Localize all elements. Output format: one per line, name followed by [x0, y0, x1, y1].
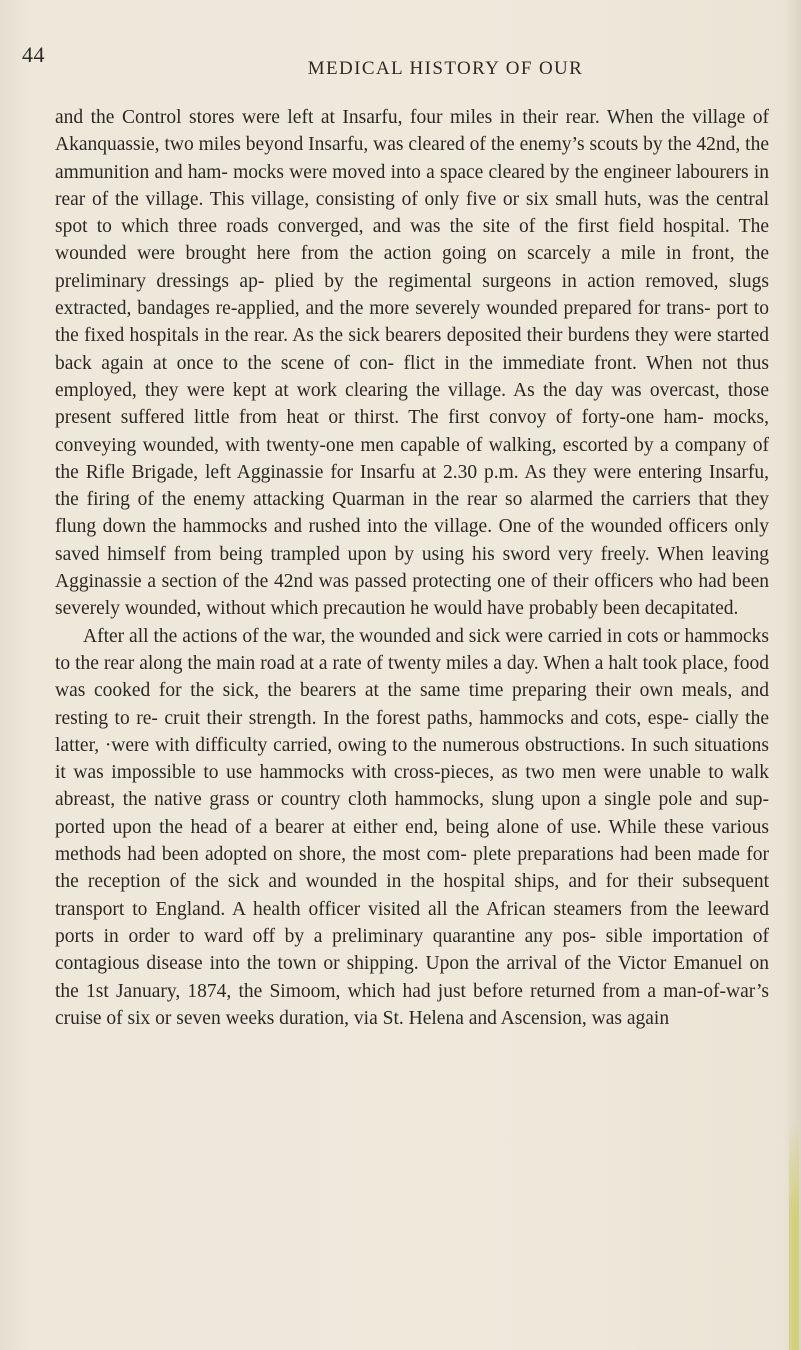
- paragraph-2: After all the actions of the war, the wounded and sick were carried in cots or hammocks to the rear along the main road at a rate of twenty miles a day. When a halt took place, food was cooked for the sick, the bearers at the same time preparing their own meals, and resting to re- cruit their strength. In the forest paths, hammocks and cots, espe- cially the latter, ·were with difficulty carried, owing to the numerous obstructions. In such situations it was impossible to use hammocks with cross-pieces, as two men were unable to walk abreast, the native grass or country cloth hammocks, slung upon a single pole and sup- ported upon the head of a bearer at either end, being alone of use. While these various methods had been adopted on shore, the most com- plete preparations had been made for the reception of the sick and wounded in the hospital ships, and for their subsequent transport to England. A health officer visited all the African steamers from the leeward ports in order to ward off by a preliminary quarantine any pos- sible importation of contagious disease into the town or shipping. Upon the arrival of the Victor Emanuel on the 1st January, 1874, the Simoom, which had just before returned from a man-of-war’s cruise of six or seven weeks duration, via St. Helena and Ascension, was again: [55, 625, 769, 1029]
- body-text: [55, 104, 769, 1032]
- page-edge-stain: [789, 1120, 799, 1350]
- paragraph-1: and the Control stores were left at Insarfu, four miles in their rear. When the village of Akanquassie, two miles beyond Insarfu, was cleared of the enemy’s scouts by the 42nd, the ammunition and ham- mocks were moved into a space cleared by the engineer labourers in rear of the village. This village, consisting of only five or six small huts, was the central spot to which three roads converged, and was the site of the first field hospital. The wounded were brought here from the action going on scarcely a mile in front, the preliminary dressings ap- plied by the regimental surgeons in action removed, slugs extracted, bandages re-applied, and the more severely wounded prepared for trans- port to the fixed hospitals in the rear. As the sick bearers deposited their burdens they were started back again at once to the scene of con- flict in the immediate front. When not thus employed, they were kept at work clearing the village. As the day was overcast, those present suffered little from heat or thirst. The first convoy of forty-one ham- mocks, conveying wounded, with twenty-one men capable of walking, escorted by a company of the Rifle Brigade, left Agginassie for Insarfu at 2.30 p.m. As they were entering Insarfu, the firing of the enemy attacking Quarman in the rear so alarmed the carriers that they flung down the hammocks and rushed into the village. One of the wounded officers only saved himself from being trampled upon by using his sword very freely. When leaving Agginassie a section of the 42nd was passed protecting one of their officers who had been severely wounded, without which precaution he would have probably been decapitated.: [55, 107, 769, 620]
- running-head: MEDICAL HISTORY OF OUR: [307, 58, 584, 79]
- page-number: 44: [22, 42, 45, 67]
